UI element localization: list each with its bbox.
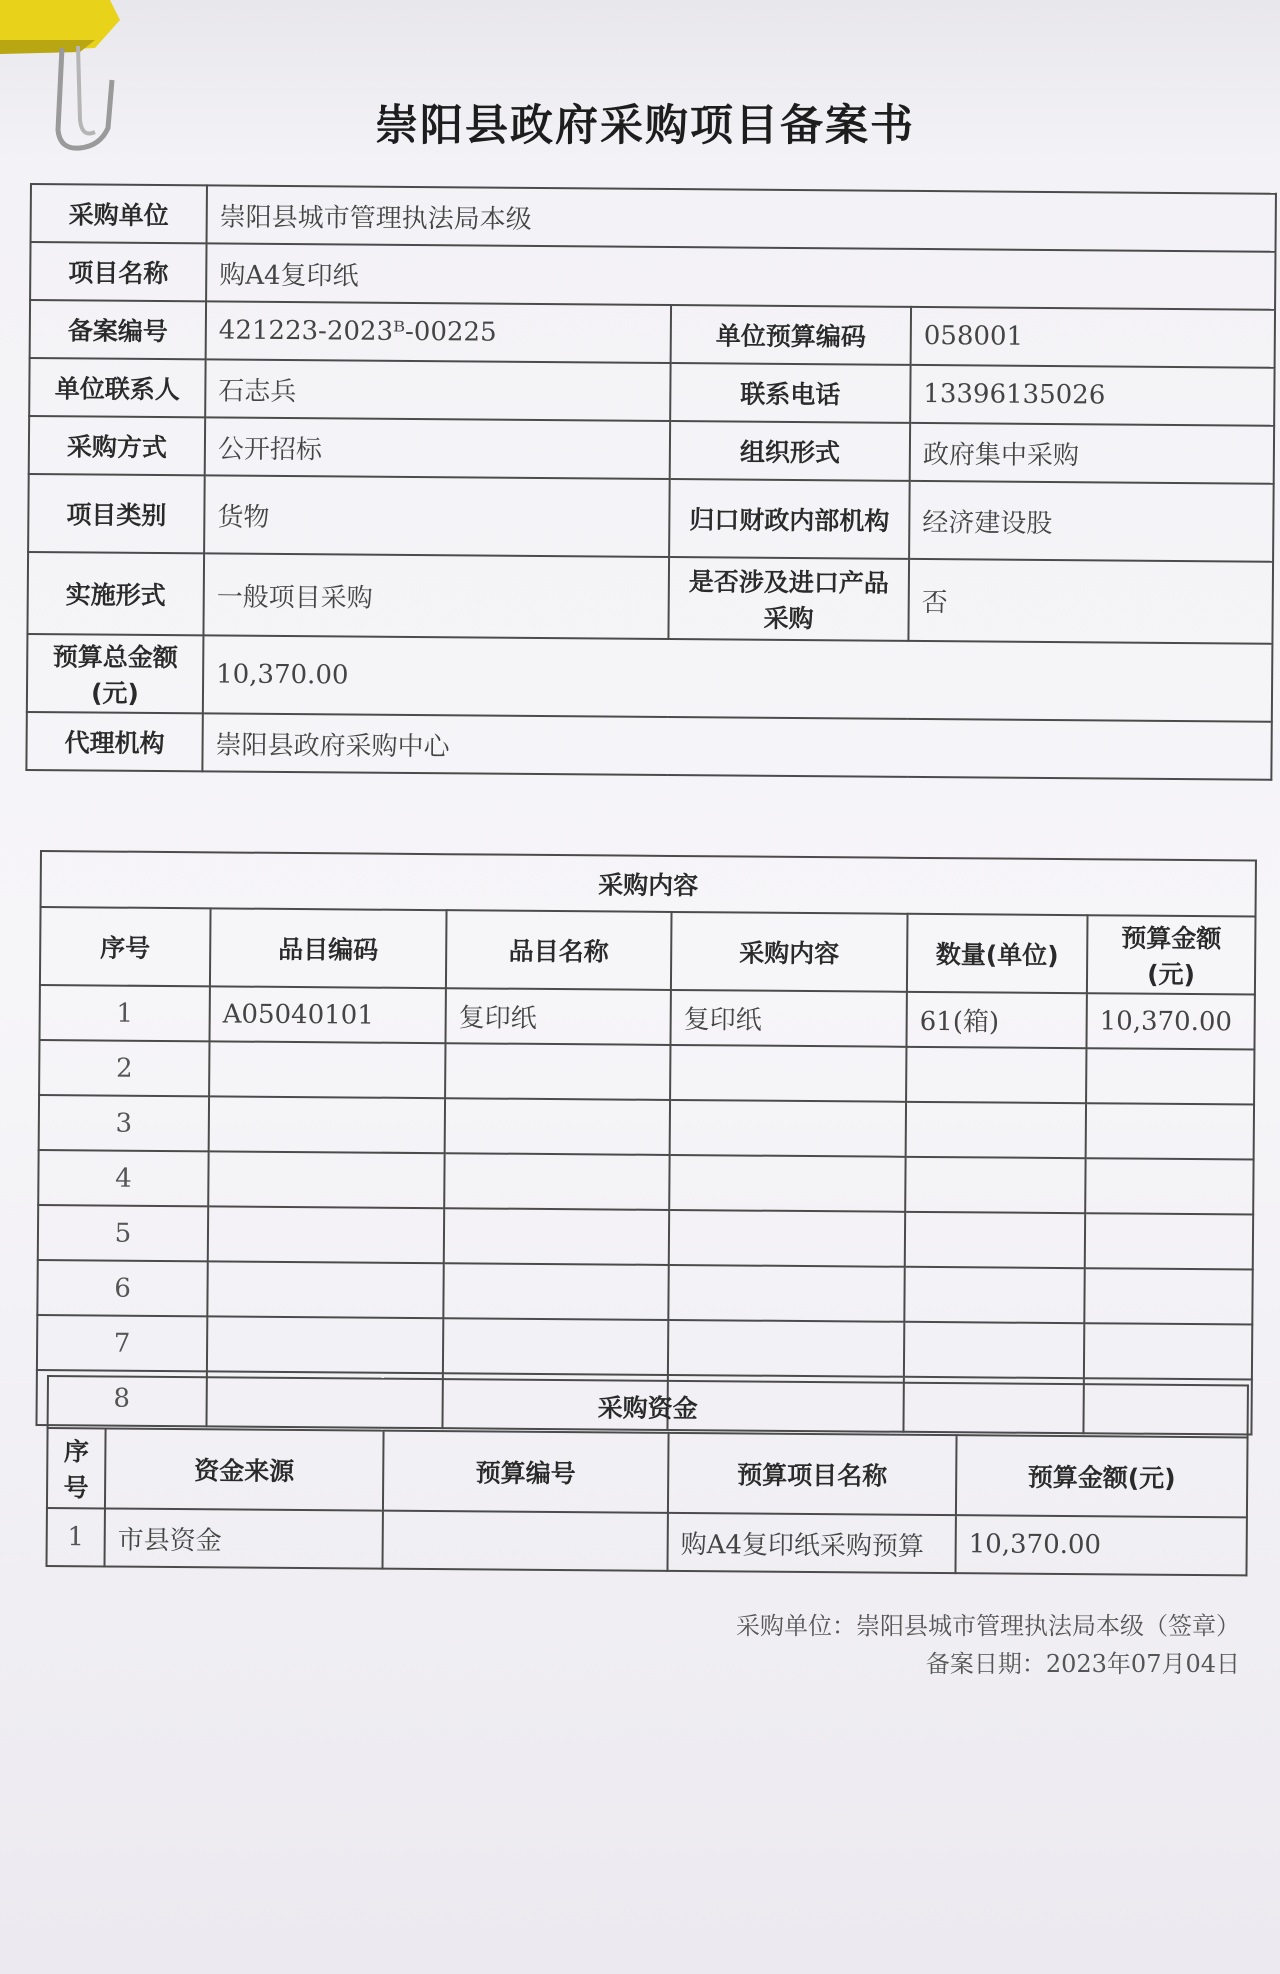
method-label: 采购方式 [29, 416, 205, 475]
items-cell [669, 1210, 905, 1267]
finance-dept-label: 归口财政内部机构 [669, 479, 910, 559]
items-cell [670, 1045, 906, 1102]
phone-value: 13396135026 [910, 365, 1274, 426]
row-category [28, 474, 1274, 562]
items-row [39, 1095, 1254, 1160]
items-cell: 2 [39, 1040, 209, 1096]
items-cell [207, 1261, 443, 1318]
items-body [36, 985, 1254, 1435]
items-cell [904, 1322, 1084, 1378]
items-cell [1084, 1323, 1252, 1379]
items-cell [444, 1153, 669, 1210]
items-row [38, 1205, 1253, 1270]
items-cell: 7 [37, 1315, 207, 1371]
project-name-value: 购A4复印纸 [206, 243, 1275, 309]
items-header-cell: 数量(单位) [907, 914, 1088, 993]
funds-cell: 市县资金 [104, 1508, 382, 1568]
items-cell [207, 1316, 443, 1373]
funds-header-cell: 序号 [47, 1428, 106, 1508]
purchaser-value: 崇阳县城市管理执法局本级 [207, 185, 1276, 251]
funds-cell: 1 [46, 1508, 104, 1566]
funds-header-cell: 资金来源 [105, 1428, 384, 1510]
funds-section-title: 采购资金 [48, 1376, 1248, 1437]
budget-total-value: 10,370.00 [203, 635, 1273, 721]
category-value: 货物 [204, 475, 670, 557]
row-contact [29, 358, 1274, 426]
row-method [29, 416, 1274, 484]
items-cell: 1 [40, 985, 210, 1041]
contact-value: 石志兵 [205, 359, 670, 421]
impl-value: 一般项目采购 [203, 553, 669, 639]
items-cell [208, 1206, 444, 1263]
items-cell [1084, 1268, 1252, 1324]
import-value: 否 [908, 559, 1273, 644]
method-value: 公开招标 [205, 417, 670, 479]
items-cell: 3 [39, 1095, 209, 1151]
import-label: 是否涉及进口产品采购 [668, 557, 909, 641]
funds-table [45, 1375, 1248, 1576]
items-cell: 6 [37, 1260, 207, 1316]
signature-line: 采购单位：崇阳县城市管理执法局本级（签章） [736, 1612, 1240, 1640]
funds-header-row [47, 1428, 1248, 1517]
finance-dept-value: 经济建设股 [909, 481, 1274, 562]
items-cell [443, 1318, 668, 1375]
purchaser-label: 采购单位 [31, 184, 207, 243]
record-no-value: 421223-2023ᴮ-00225 [206, 301, 671, 363]
items-cell [668, 1265, 904, 1322]
funds-body [46, 1508, 1246, 1575]
items-header-row [40, 907, 1256, 995]
items-cell [444, 1208, 669, 1265]
funds-cell: 购A4复印纸采购预算 [667, 1513, 955, 1573]
funds-row [46, 1508, 1246, 1575]
category-label: 项目类别 [28, 474, 205, 553]
row-impl [27, 552, 1273, 644]
items-cell: 8 [36, 1370, 206, 1426]
phone-label: 联系电话 [670, 363, 910, 423]
items-cell: 复印纸 [670, 990, 906, 1047]
items-cell [668, 1320, 904, 1377]
items-row [37, 1260, 1252, 1325]
budget-total-label: 预算总金额(元) [27, 634, 204, 713]
items-cell: 5 [38, 1205, 208, 1261]
document-title: 崇阳县政府采购项目备案书 [375, 101, 915, 151]
items-cell [904, 1267, 1084, 1323]
funds-header-cell: 预算金额(元) [956, 1435, 1248, 1517]
row-record-no [30, 300, 1275, 368]
items-cell: 10,370.00 [1086, 993, 1254, 1049]
items-header-cell: 序号 [40, 907, 211, 986]
items-cell [209, 1041, 445, 1098]
funds-cell [382, 1511, 667, 1571]
items-cell [1085, 1213, 1253, 1269]
items-cell [670, 1100, 906, 1157]
items-table [35, 850, 1257, 1436]
items-cell [1086, 1103, 1254, 1159]
items-cell [906, 1047, 1086, 1103]
org-form-value: 政府集中采购 [910, 423, 1274, 484]
items-cell: 4 [38, 1150, 208, 1206]
budget-code-label: 单位预算编码 [671, 305, 911, 365]
items-cell: 复印纸 [445, 988, 670, 1045]
items-cell [445, 1098, 670, 1155]
record-date: 备案日期：2023年07月04日 [925, 1650, 1240, 1678]
row-budget-total [27, 634, 1273, 722]
contact-label: 单位联系人 [29, 358, 205, 417]
items-cell [906, 1102, 1086, 1158]
project-name-label: 项目名称 [30, 242, 206, 301]
items-cell: 61(箱) [906, 992, 1086, 1048]
items-header-cell: 品目名称 [446, 910, 672, 990]
items-cell [905, 1212, 1085, 1268]
items-header-cell: 采购内容 [671, 912, 908, 992]
items-section-title: 采购内容 [41, 851, 1256, 917]
funds-header-cell: 预算项目名称 [668, 1433, 957, 1515]
funds-cell: 10,370.00 [955, 1515, 1246, 1575]
items-header-cell: 品目编码 [210, 908, 447, 988]
items-row [38, 1150, 1253, 1215]
agency-value: 崇阳县政府采购中心 [202, 713, 1271, 779]
items-row [39, 1040, 1254, 1105]
items-cell [669, 1155, 905, 1212]
items-cell [209, 1096, 445, 1153]
items-cell [208, 1151, 444, 1208]
info-table [25, 183, 1277, 781]
items-row [37, 1315, 1252, 1380]
items-cell: A05040101 [210, 986, 446, 1043]
row-project-name [30, 242, 1275, 310]
impl-label: 实施形式 [27, 552, 204, 635]
agency-label: 代理机构 [26, 712, 202, 771]
items-cell [445, 1043, 670, 1100]
org-form-label: 组织形式 [670, 421, 910, 481]
budget-code-value: 058001 [911, 307, 1275, 368]
items-cell [905, 1157, 1085, 1213]
funds-header-cell: 预算编号 [383, 1431, 669, 1513]
row-purchaser [31, 184, 1276, 252]
items-row [40, 985, 1255, 1050]
items-cell [1086, 1048, 1254, 1104]
items-cell [443, 1263, 668, 1320]
items-cell [1085, 1158, 1253, 1214]
record-no-label: 备案编号 [30, 300, 206, 359]
row-agency [26, 712, 1271, 780]
items-header-cell: 预算金额(元) [1087, 915, 1256, 994]
